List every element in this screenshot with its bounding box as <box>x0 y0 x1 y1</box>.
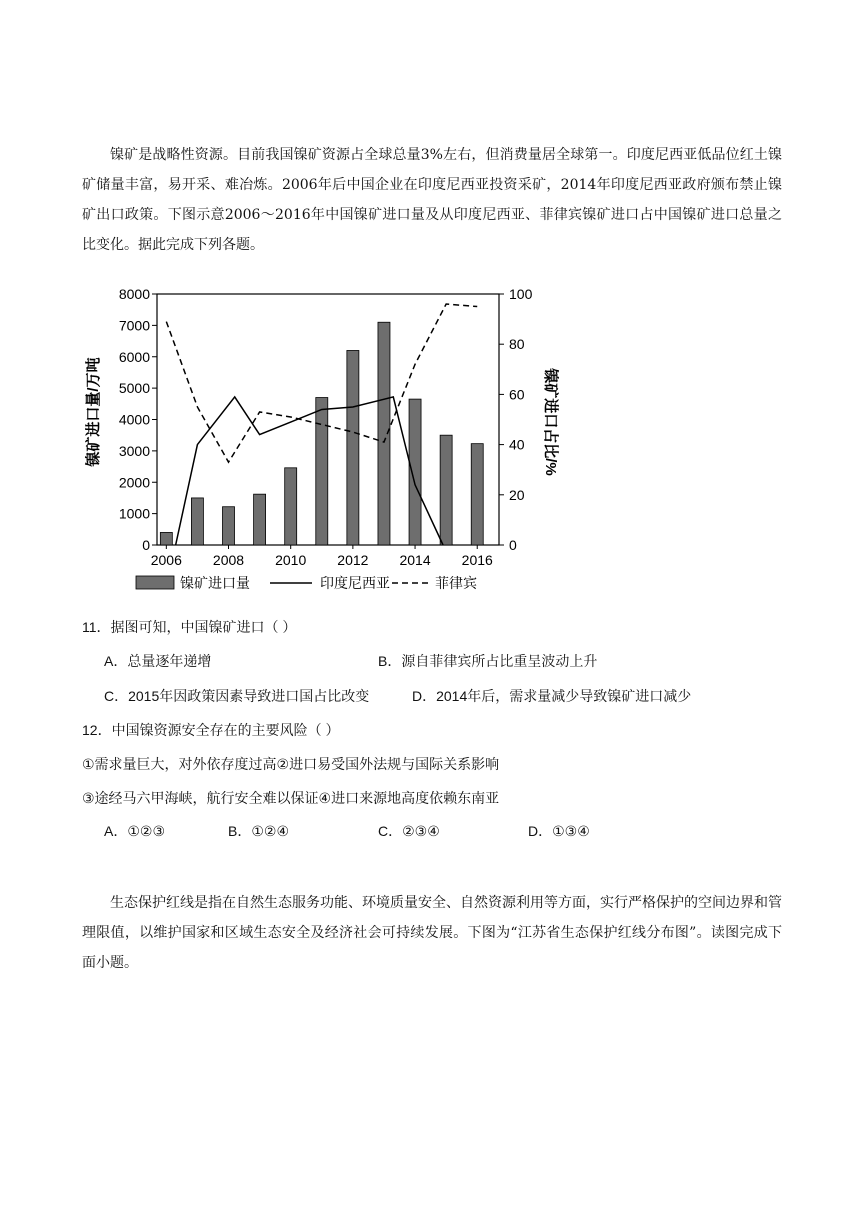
y-axis-left-label: 镍矿进口量/万吨 <box>85 357 102 467</box>
question-12-option-d[interactable]: D．①③④ <box>528 823 590 839</box>
right-tick-label: 0 <box>509 537 517 553</box>
question-12-stem: 12．中国镍资源安全存在的主要风险（ ） <box>82 722 340 738</box>
bar-2011 <box>316 398 328 545</box>
bar-2010 <box>285 468 297 545</box>
question-11-stem: 11．据图可知，中国镍矿进口（ ） <box>82 619 297 635</box>
question-12-statements-2: ③途经马六甲海峡，航行安全难以保证④进口来源地高度依赖东南亚 <box>82 790 500 806</box>
legend-solid-label: 印度尼西亚 <box>320 575 390 591</box>
left-tick-label: 2000 <box>118 474 150 491</box>
bar-2009 <box>254 494 266 545</box>
left-tick-label: 7000 <box>118 317 150 334</box>
question-11-option-c[interactable]: C．2015年因政策因素导致进口国占比改变 <box>104 688 370 704</box>
legend-bar-swatch <box>136 576 174 589</box>
right-tick-label: 80 <box>509 336 525 353</box>
question-11-option-b[interactable]: B．源自菲律宾所占比重呈波动上升 <box>378 653 598 669</box>
x-axis-ticks <box>151 545 493 568</box>
right-axis-ticks <box>499 286 533 553</box>
left-tick-label: 5000 <box>118 380 150 397</box>
nickel-import-chart <box>80 282 559 602</box>
passage-nickel: 镍矿是战略性资源。目前我国镍矿资源占全球总量3%左右，但消费量居全球第一。印度尼西亚低品位红土镍矿储量丰富，易开采、难冶炼。2006年后中国企业在印度尼西亚投资采矿，2014年印度尼西亚政府颁布禁止镍矿出口政策。下图示意2006～2016年中国镍矿进口量及从印度尼西亚、菲律宾镍矿进口占中国镍矿进口总量之比变化。据此完成下列各题。 <box>82 147 782 253</box>
legend-bar-label: 镍矿进口量 <box>180 575 250 591</box>
x-tick-label: 2008 <box>212 552 245 568</box>
question-12-option-c[interactable]: C．②③④ <box>378 823 440 839</box>
left-axis-ticks <box>119 286 157 553</box>
right-tick-label: 100 <box>509 286 533 302</box>
question-12-option-a[interactable]: A．①②③ <box>104 823 165 839</box>
x-tick-label: 2014 <box>399 552 431 568</box>
series-line-indonesia <box>176 397 443 545</box>
x-tick-label: 2006 <box>150 552 182 568</box>
right-tick-label: 20 <box>509 486 525 503</box>
left-tick-label: 4000 <box>118 411 150 428</box>
question-12-option-b[interactable]: B．①②④ <box>228 823 289 839</box>
question-11-option-a[interactable]: A．总量逐年递增 <box>104 653 212 669</box>
bar-2013 <box>378 322 390 545</box>
y-axis-right-label: 镍矿进口占比/% <box>542 368 559 476</box>
legend-dashed-label: 菲律宾 <box>435 575 477 591</box>
x-tick-label: 2016 <box>461 552 493 568</box>
left-tick-label: 1000 <box>118 505 150 522</box>
question-11-option-d[interactable]: D．2014年后，需求量减少导致镍矿进口减少 <box>412 688 692 704</box>
question-12-statements-1: ①需求量巨大，对外依存度过高②进口易受国外法规与国际关系影响 <box>82 756 500 772</box>
left-tick-label: 6000 <box>118 348 150 365</box>
passage-ecology: 生态保护红线是指在自然生态服务功能、环境质量安全、自然资源利用等方面，实行严格保护的空间边界和管理限值，以维护国家和区域生态安全及经济社会可持续发展。下图为“江苏省生态保护红线分布图”。读图完成下面小题。 <box>82 895 782 971</box>
bar-2014 <box>409 399 421 545</box>
bar-2008 <box>223 507 235 545</box>
left-tick-label: 3000 <box>118 442 150 459</box>
bar-2007 <box>191 498 203 545</box>
x-tick-label: 2012 <box>337 552 369 568</box>
right-tick-label: 60 <box>509 386 525 403</box>
left-tick-label: 8000 <box>118 286 150 302</box>
bar-2006 <box>160 532 172 545</box>
bar-2012 <box>347 350 359 545</box>
right-tick-label: 40 <box>509 436 525 453</box>
bar-group <box>160 322 483 545</box>
x-tick-label: 2010 <box>275 552 307 568</box>
legend <box>136 575 477 591</box>
left-tick-label: 0 <box>142 537 150 553</box>
bar-2015 <box>440 435 452 545</box>
bar-2016 <box>471 444 483 545</box>
